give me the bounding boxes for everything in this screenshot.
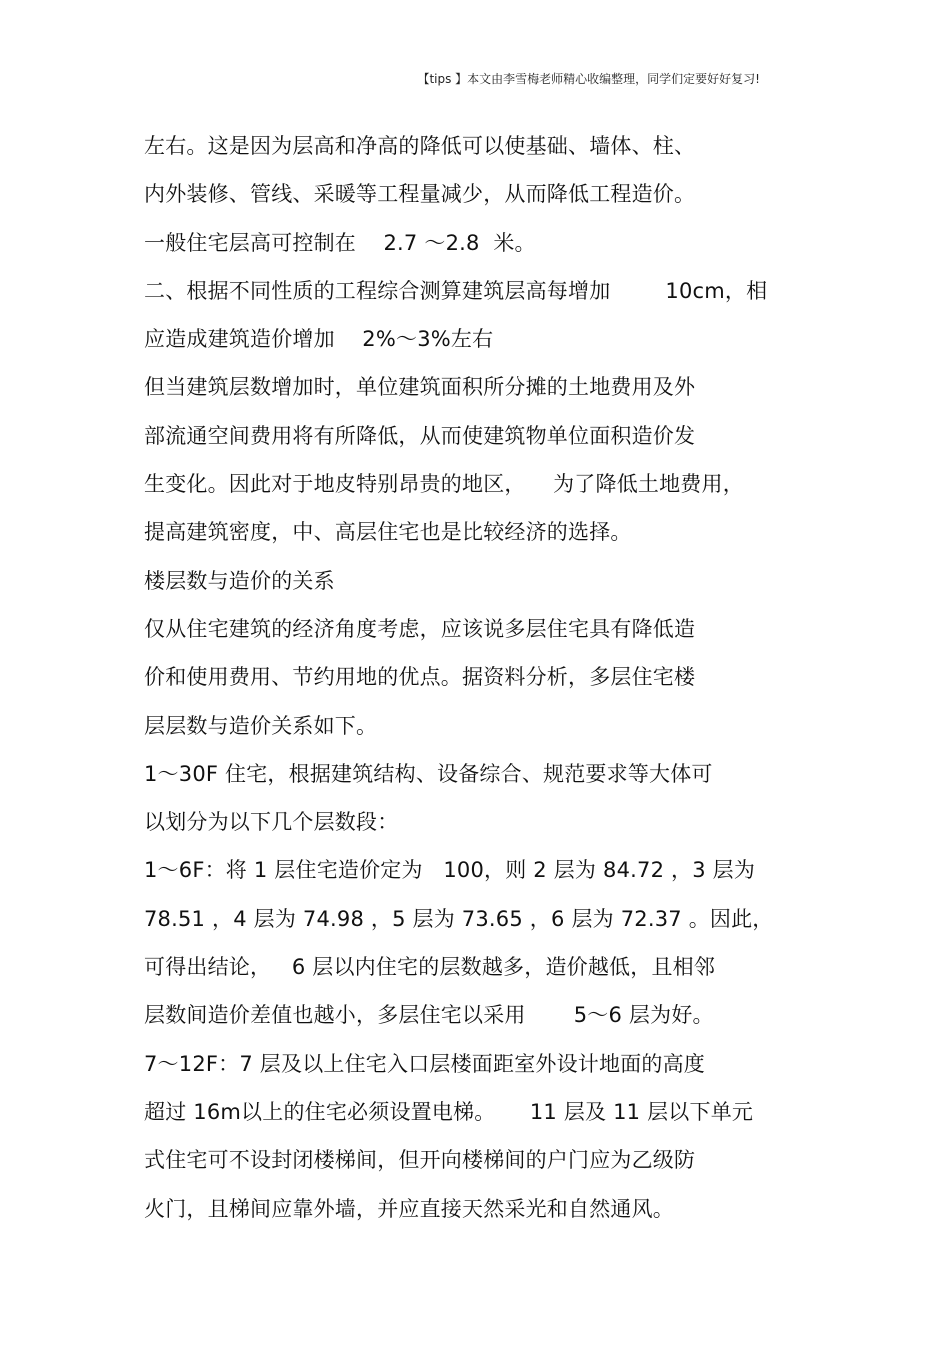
text-line: 一般住宅层高可控制在 2.7 ～2.8 米。: [144, 230, 536, 255]
text-line: 仅从住宅建筑的经济角度考虑，应该说多层住宅具有降低造: [144, 616, 696, 641]
text-line: 二、根据不同性质的工程综合测算建筑层高每增加 10cm，相: [144, 278, 768, 303]
text-line: 7～12F：7 层及以上住宅入口层楼面距室外设计地面的高度: [144, 1051, 705, 1076]
text-line: 内外装修、管线、采暖等工程量减少，从而降低工程造价。: [144, 182, 696, 207]
text-line: 1～30F 住宅，根据建筑结构、设备综合、规范要求等大体可: [144, 761, 713, 786]
text-line: 生变化。因此对于地皮特别昂贵的地区， 为了降低土地费用，: [144, 472, 744, 497]
text-line: 可得出结论， 6 层以内住宅的层数越多，造价越低，且相邻: [144, 955, 716, 980]
text-line: 提高建筑密度，中、高层住宅也是比较经济的选择。: [144, 520, 632, 545]
text-line: 但当建筑层数增加时，单位建筑面积所分摊的土地费用及外: [144, 375, 696, 400]
document-body: [144, 126, 844, 1237]
header-tip: 【tips 】本文由李雪梅老师精心收编整理，同学们定要好好复习!: [417, 72, 760, 86]
text-line: 左右。这是因为层高和净高的降低可以使基础、墙体、柱、: [144, 134, 696, 158]
text-line: 层数间造价差值也越小，多层住宅以采用 5～6 层为好。: [144, 1003, 714, 1028]
text-line: 部流通空间费用将有所降低，从而使建筑物单位面积造价发: [144, 423, 696, 448]
text-line: 应造成建筑造价增加 2%～3%左右: [144, 327, 494, 352]
text-line: 超过 16m以上的住宅必须设置电梯。 11 层及 11 层以下单元: [144, 1099, 754, 1124]
text-line: 火门，且梯间应靠外墙，并应直接天然采光和自然通风。: [144, 1196, 674, 1221]
text-line: 层层数与造价关系如下。: [144, 713, 378, 738]
section-heading: 楼层数与造价的关系: [144, 568, 335, 593]
text-line: 78.51 ，4 层为 74.98 ，5 层为 73.65 ，6 层为 72.37 。因此，: [144, 906, 774, 931]
text-line: 价和使用费用、节约用地的优点。据资料分析，多层住宅楼: [144, 665, 696, 690]
text-line: 以划分为以下几个层数段：: [144, 810, 399, 835]
text-line: 1～6F：将 1 层住宅造价定为 100，则 2 层为 84.72 ，3 层为: [144, 858, 756, 883]
text-line: 式住宅可不设封闭楼梯间，但开向楼梯间的户门应为乙级防: [144, 1148, 696, 1173]
